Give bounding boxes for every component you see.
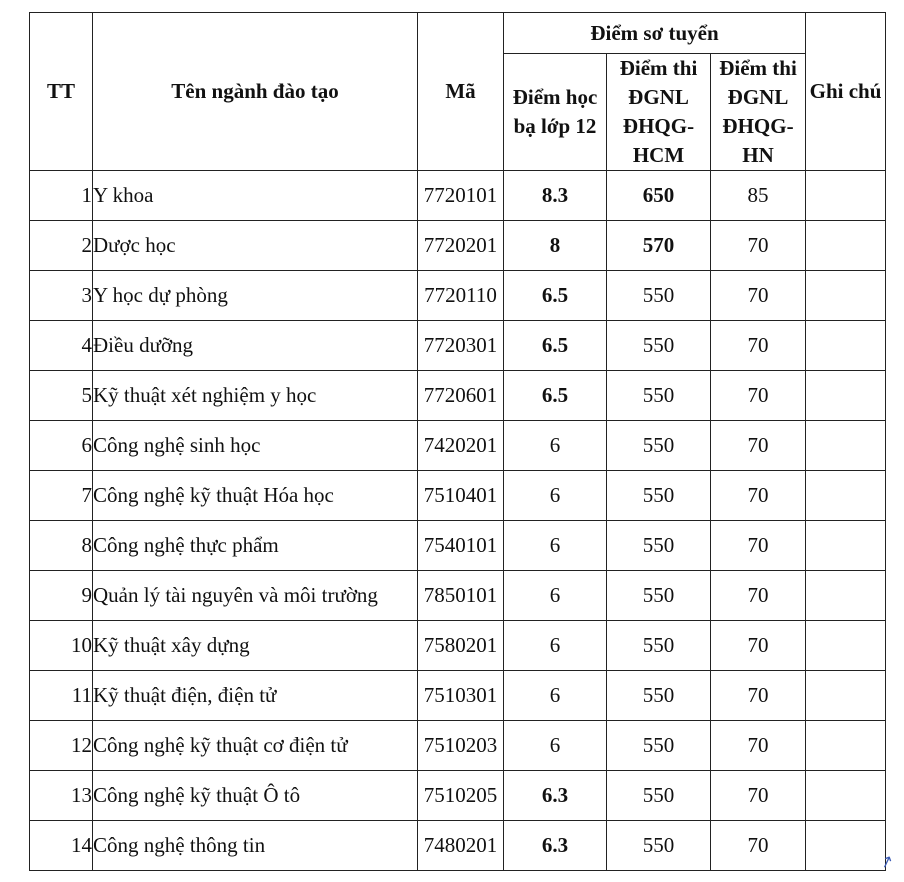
- table-row: [30, 571, 886, 621]
- table-row: [30, 721, 886, 771]
- cell-dgnl-hcm-score: 550: [607, 571, 711, 621]
- cell-code: 7720110: [418, 271, 504, 321]
- cell-tt: 7: [30, 471, 93, 521]
- cell-dgnl-hn-score: 70: [711, 621, 806, 671]
- pen-mark-icon: ↗: [877, 850, 897, 873]
- cell-dgnl-hn-score: 70: [711, 821, 806, 871]
- cell-dgnl-hn-score: 85: [711, 171, 806, 221]
- cell-tt: 13: [30, 771, 93, 821]
- table-row: [30, 621, 886, 671]
- cell-dgnl-hn-score: 70: [711, 771, 806, 821]
- cell-hocba-score: 6.5: [504, 371, 607, 421]
- cell-hocba-score: 6: [504, 421, 607, 471]
- cell-hocba-score: 6.3: [504, 771, 607, 821]
- cell-tt: 3: [30, 271, 93, 321]
- cell-tt: 10: [30, 621, 93, 671]
- cell-code: 7510301: [418, 671, 504, 721]
- cell-dgnl-hcm-score: 550: [607, 671, 711, 721]
- cell-note: [806, 171, 886, 221]
- table-row: [30, 821, 886, 871]
- cell-dgnl-hn-score: 70: [711, 571, 806, 621]
- table-row: [30, 171, 886, 221]
- cell-code: 7480201: [418, 821, 504, 871]
- cell-dgnl-hcm-score: 570: [607, 221, 711, 271]
- cell-major-name: Quản lý tài nguyên và môi trường: [93, 571, 418, 621]
- cell-dgnl-hn-score: 70: [711, 271, 806, 321]
- cell-dgnl-hcm-score: 550: [607, 621, 711, 671]
- cell-hocba-score: 6: [504, 721, 607, 771]
- cell-major-name: Y khoa: [93, 171, 418, 221]
- table-row: [30, 771, 886, 821]
- cell-tt: 2: [30, 221, 93, 271]
- cell-hocba-score: 6: [504, 571, 607, 621]
- cell-tt: 1: [30, 171, 93, 221]
- cell-major-name: Kỹ thuật xét nghiệm y học: [93, 371, 418, 421]
- cell-code: 7510205: [418, 771, 504, 821]
- cell-major-name: Kỹ thuật điện, điện tử: [93, 671, 418, 721]
- cell-major-name: Công nghệ thực phẩm: [93, 521, 418, 571]
- cell-note: [806, 471, 886, 521]
- cell-dgnl-hcm-score: 550: [607, 371, 711, 421]
- cell-major-name: Công nghệ sinh học: [93, 421, 418, 471]
- cell-dgnl-hn-score: 70: [711, 221, 806, 271]
- cell-dgnl-hn-score: 70: [711, 521, 806, 571]
- cell-major-name: Y học dự phòng: [93, 271, 418, 321]
- admission-score-table: [29, 12, 886, 871]
- cell-note: [806, 321, 886, 371]
- cell-hocba-score: 6: [504, 521, 607, 571]
- cell-dgnl-hcm-score: 550: [607, 321, 711, 371]
- cell-major-name: Kỹ thuật xây dựng: [93, 621, 418, 671]
- cell-tt: 9: [30, 571, 93, 621]
- cell-dgnl-hcm-score: 550: [607, 421, 711, 471]
- header-major-name: Tên ngành đào tạo: [93, 13, 418, 171]
- table-row: [30, 271, 886, 321]
- cell-code: 7720101: [418, 171, 504, 221]
- cell-hocba-score: 8.3: [504, 171, 607, 221]
- header-dgnl-hcm-score: Điểm thi ĐGNL ĐHQG-HCM: [607, 54, 711, 171]
- cell-hocba-score: 6.5: [504, 271, 607, 321]
- cell-dgnl-hcm-score: 650: [607, 171, 711, 221]
- cell-code: 7720201: [418, 221, 504, 271]
- cell-major-name: Công nghệ kỹ thuật Ô tô: [93, 771, 418, 821]
- cell-dgnl-hcm-score: 550: [607, 771, 711, 821]
- cell-dgnl-hcm-score: 550: [607, 471, 711, 521]
- cell-note: [806, 671, 886, 721]
- table-body: [30, 171, 886, 871]
- header-note: Ghi chú: [806, 13, 886, 171]
- cell-note: [806, 221, 886, 271]
- table-row: [30, 371, 886, 421]
- cell-dgnl-hcm-score: 550: [607, 521, 711, 571]
- cell-code: 7580201: [418, 621, 504, 671]
- table-row: [30, 471, 886, 521]
- cell-tt: 4: [30, 321, 93, 371]
- cell-hocba-score: 6: [504, 671, 607, 721]
- cell-hocba-score: 6: [504, 471, 607, 521]
- cell-hocba-score: 6: [504, 621, 607, 671]
- cell-note: [806, 621, 886, 671]
- header-hocba-score: Điểm học bạ lớp 12: [504, 54, 607, 171]
- cell-code: 7510203: [418, 721, 504, 771]
- cell-dgnl-hcm-score: 550: [607, 271, 711, 321]
- cell-major-name: Công nghệ thông tin: [93, 821, 418, 871]
- table-row: [30, 521, 886, 571]
- cell-dgnl-hcm-score: 550: [607, 721, 711, 771]
- table-row: [30, 221, 886, 271]
- cell-dgnl-hn-score: 70: [711, 321, 806, 371]
- cell-dgnl-hcm-score: 550: [607, 821, 711, 871]
- cell-code: 7720301: [418, 321, 504, 371]
- cell-dgnl-hn-score: 70: [711, 471, 806, 521]
- table-row: [30, 671, 886, 721]
- cell-note: [806, 521, 886, 571]
- cell-code: 7540101: [418, 521, 504, 571]
- cell-note: [806, 721, 886, 771]
- cell-major-name: Dược học: [93, 221, 418, 271]
- cell-note: [806, 421, 886, 471]
- cell-dgnl-hn-score: 70: [711, 371, 806, 421]
- header-dgnl-hn-score: Điểm thi ĐGNL ĐHQG-HN: [711, 54, 806, 171]
- cell-note: [806, 271, 886, 321]
- cell-hocba-score: 8: [504, 221, 607, 271]
- cell-tt: 8: [30, 521, 93, 571]
- cell-dgnl-hn-score: 70: [711, 421, 806, 471]
- table-header: [30, 13, 886, 171]
- header-tt: TT: [30, 13, 93, 171]
- cell-tt: 14: [30, 821, 93, 871]
- cell-tt: 6: [30, 421, 93, 471]
- cell-code: 7720601: [418, 371, 504, 421]
- cell-dgnl-hn-score: 70: [711, 671, 806, 721]
- cell-code: 7510401: [418, 471, 504, 521]
- cell-hocba-score: 6.5: [504, 321, 607, 371]
- header-code: Mã: [418, 13, 504, 171]
- cell-tt: 12: [30, 721, 93, 771]
- cell-note: [806, 771, 886, 821]
- table-row: [30, 421, 886, 471]
- cell-note: [806, 371, 886, 421]
- cell-note: [806, 571, 886, 621]
- header-preliminary-score-group: Điểm sơ tuyển: [504, 13, 806, 54]
- cell-code: 7420201: [418, 421, 504, 471]
- cell-tt: 11: [30, 671, 93, 721]
- cell-dgnl-hn-score: 70: [711, 721, 806, 771]
- cell-major-name: Công nghệ kỹ thuật cơ điện tử: [93, 721, 418, 771]
- cell-major-name: Điều dưỡng: [93, 321, 418, 371]
- cell-major-name: Công nghệ kỹ thuật Hóa học: [93, 471, 418, 521]
- table-row: [30, 321, 886, 371]
- cell-tt: 5: [30, 371, 93, 421]
- cell-note: [806, 821, 886, 871]
- cell-hocba-score: 6.3: [504, 821, 607, 871]
- cell-code: 7850101: [418, 571, 504, 621]
